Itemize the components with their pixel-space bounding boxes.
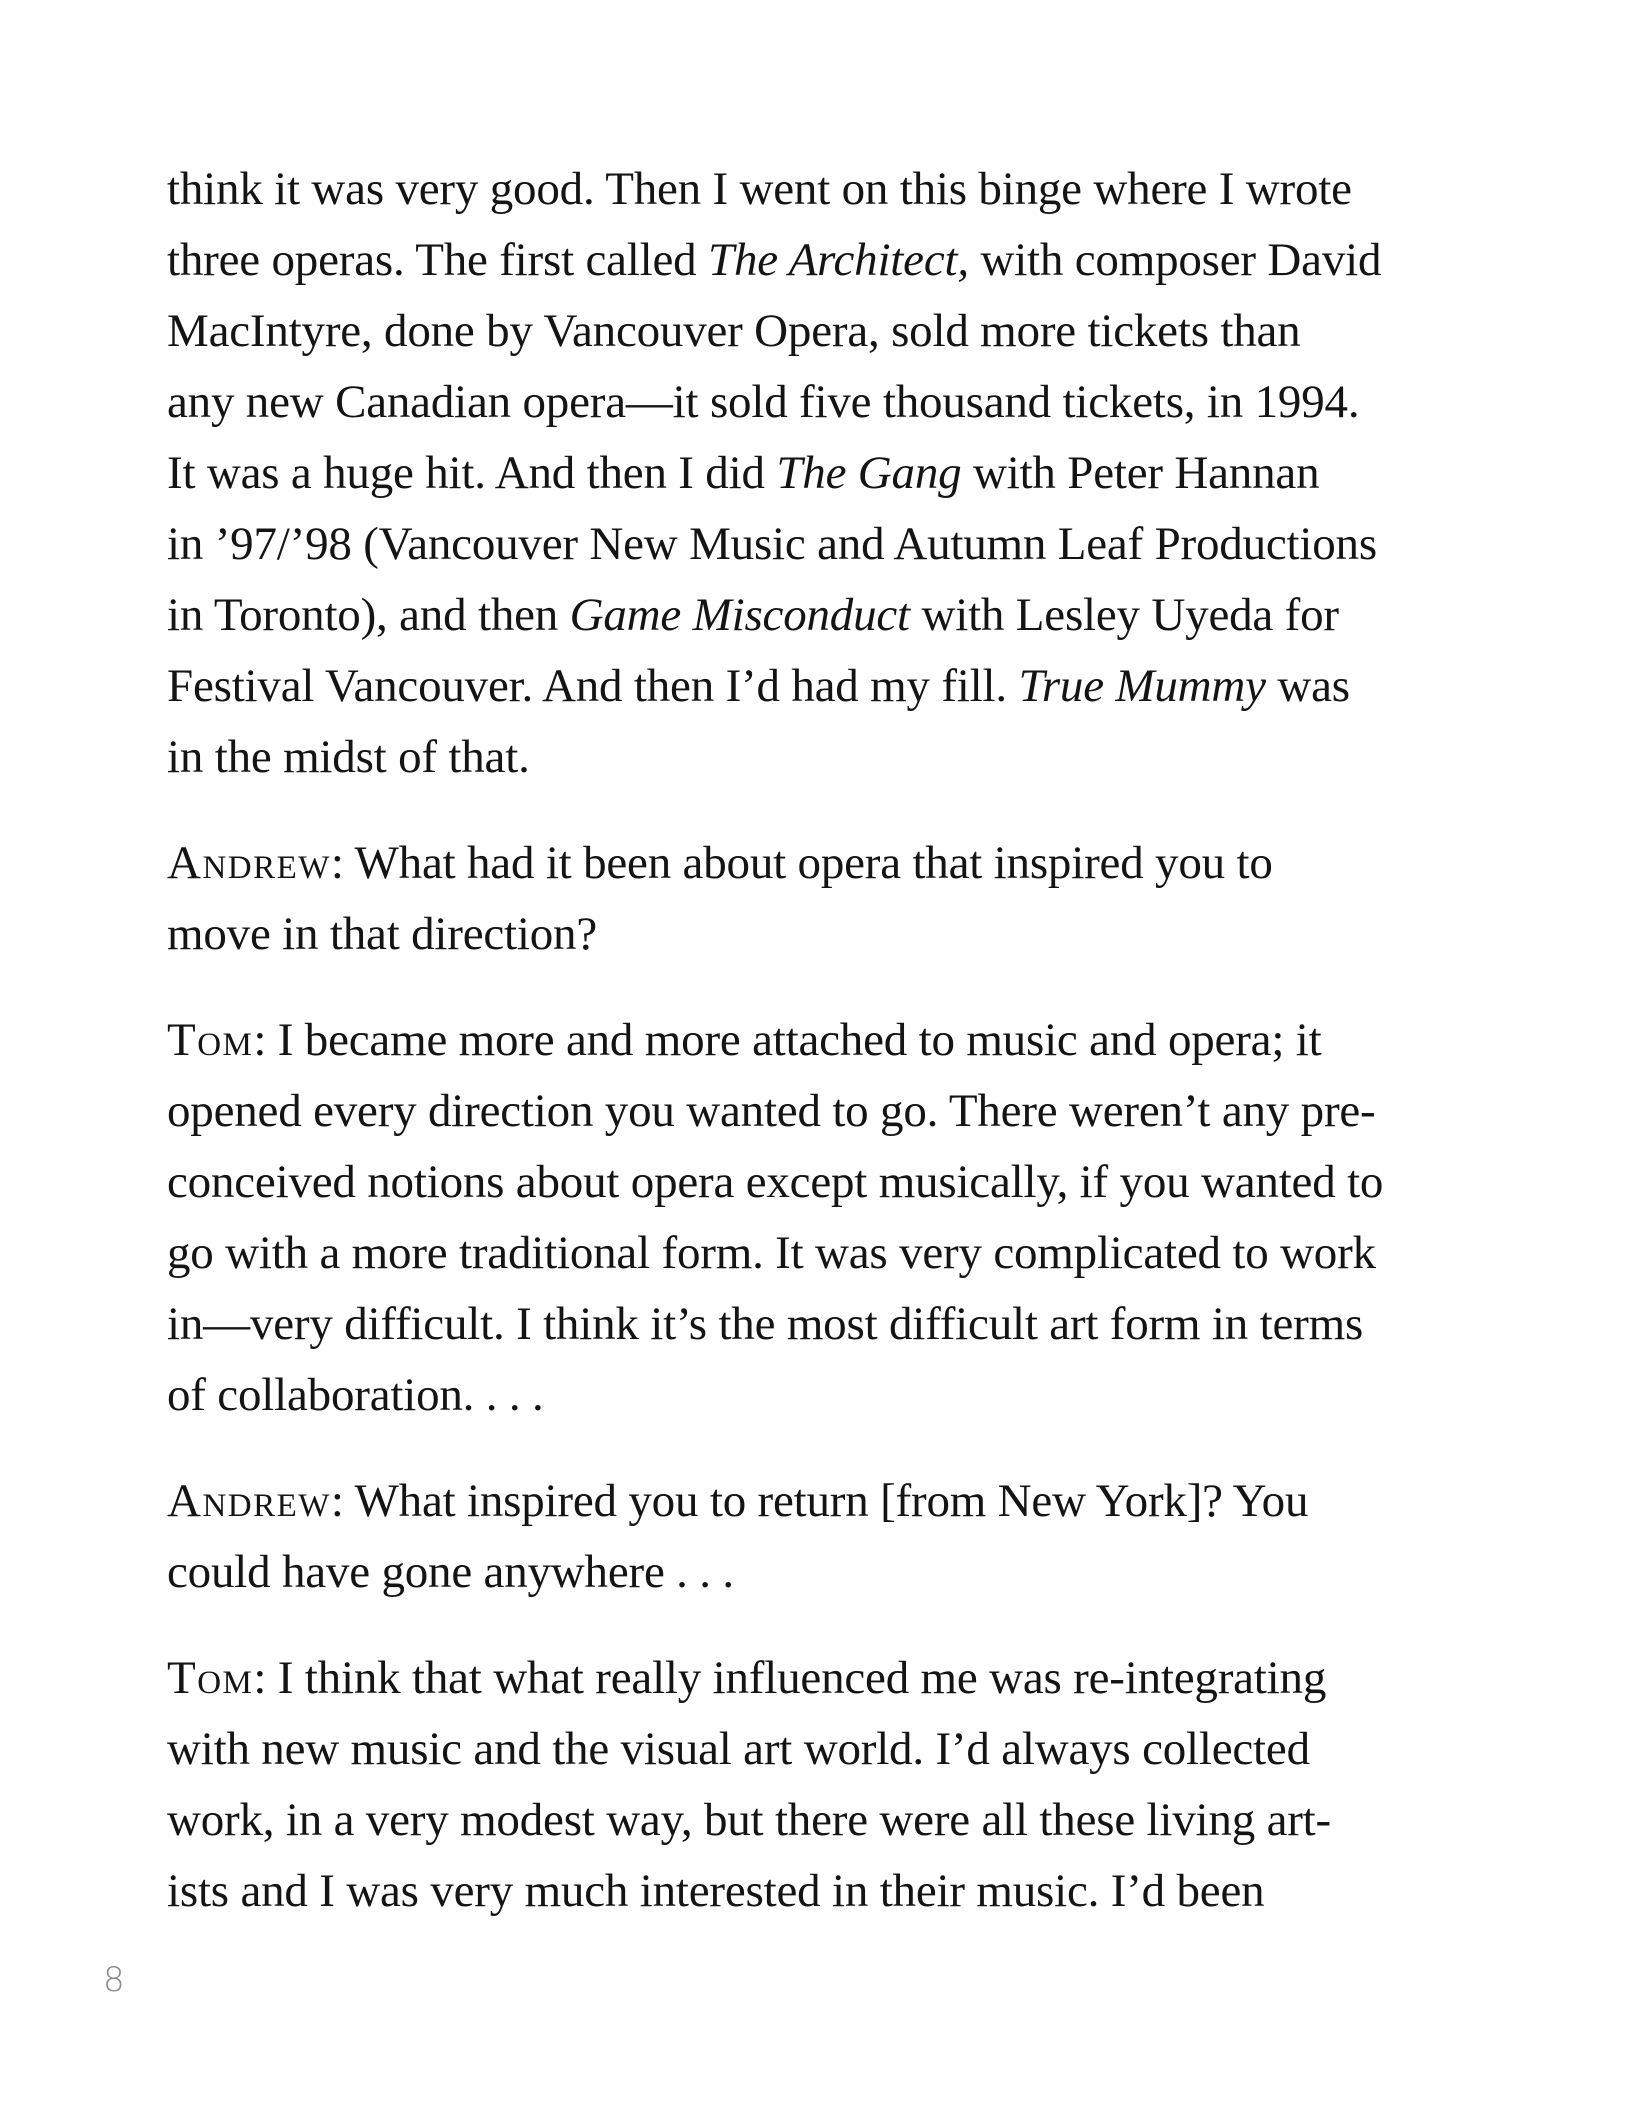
text-line: [167, 828, 1567, 899]
text-run: with Peter Hannan: [961, 447, 1320, 499]
italic-title: The Gang: [776, 447, 962, 499]
interview-paragraph: [167, 154, 1567, 793]
text-run: Festival Vancouver. And then I’d had my fill.: [167, 660, 1019, 712]
text-line: [167, 225, 1567, 296]
speaker-name: Andrew: [167, 1475, 331, 1527]
text-line: [167, 1360, 1567, 1431]
text-line: [167, 1076, 1567, 1147]
text-run: was: [1265, 660, 1350, 712]
text-run: : I think that what really influenced me was re-integrating: [253, 1652, 1327, 1704]
page-number: 8: [103, 1960, 125, 2000]
italic-title: True Mummy: [1018, 660, 1266, 712]
interview-paragraph-tom: [167, 1643, 1567, 1927]
text-line: [167, 899, 1567, 970]
interview-paragraph-andrew: [167, 1466, 1567, 1608]
text-run: three operas. The first called: [167, 234, 709, 286]
text-line: [167, 509, 1567, 580]
text-run: think it was very good. Then I went on this binge where I wrote: [167, 163, 1352, 215]
text-run: in Toronto), and then: [167, 589, 570, 641]
speaker-name: Andrew: [167, 837, 331, 889]
text-run: with composer David: [968, 234, 1382, 286]
text-run: : I became more and more attached to music and opera; it: [253, 1014, 1322, 1066]
italic-title: The Architect,: [708, 234, 969, 286]
text-run: opened every direction you wanted to go. There weren’t any pre-: [167, 1085, 1376, 1137]
italic-title: Game Misconduct: [569, 589, 910, 641]
text-run: could have gone anywhere . . .: [167, 1546, 734, 1598]
text-line: [167, 367, 1567, 438]
text-line: [167, 438, 1567, 509]
text-line: [167, 722, 1567, 793]
speaker-name: Tom: [167, 1014, 254, 1066]
text-run: go with a more traditional form. It was very complicated to work: [167, 1227, 1376, 1279]
text-run: move in that direction?: [167, 908, 598, 960]
text-line: [167, 296, 1567, 367]
body-text: [167, 154, 1567, 1962]
text-run: conceived notions about opera except musically, if you wanted to: [167, 1156, 1384, 1208]
text-run: any new Canadian opera—it sold five thousand tickets, in 1994.: [167, 376, 1360, 428]
interview-paragraph-andrew: [167, 828, 1567, 970]
text-run: MacIntyre, done by Vancouver Opera, sold more tickets than: [167, 305, 1301, 357]
text-run: in ’97/’98 (Vancouver New Music and Autumn Leaf Productions: [167, 518, 1377, 570]
text-line: [167, 1785, 1567, 1856]
text-run: work, in a very modest way, but there were all these living art-: [167, 1794, 1331, 1846]
text-line: [167, 1005, 1567, 1076]
text-line: [167, 1714, 1567, 1785]
text-run: in—very difficult. I think it’s the most difficult art form in terms: [167, 1298, 1364, 1350]
text-line: [167, 1289, 1567, 1360]
text-line: [167, 1218, 1567, 1289]
text-run: of collaboration. . . .: [167, 1369, 544, 1421]
text-line: [167, 1643, 1567, 1714]
speaker-name: Tom: [167, 1652, 254, 1704]
text-line: [167, 1147, 1567, 1218]
text-run: : What had it been about opera that inspired you to: [330, 837, 1273, 889]
text-run: with new music and the visual art world. I’d always collected: [167, 1723, 1310, 1775]
text-line: [167, 154, 1567, 225]
text-line: [167, 580, 1567, 651]
interview-paragraph-tom: [167, 1005, 1567, 1431]
text-run: ists and I was very much interested in their music. I’d been: [167, 1865, 1265, 1917]
text-run: : What inspired you to return [from New York]? You: [330, 1475, 1309, 1527]
text-run: It was a huge hit. And then I did: [167, 447, 777, 499]
text-run: with Lesley Uyeda for: [909, 589, 1339, 641]
text-line: [167, 1466, 1567, 1537]
text-line: [167, 1856, 1567, 1927]
text-line: [167, 1537, 1567, 1608]
text-run: in the midst of that.: [167, 731, 530, 783]
text-line: [167, 651, 1567, 722]
